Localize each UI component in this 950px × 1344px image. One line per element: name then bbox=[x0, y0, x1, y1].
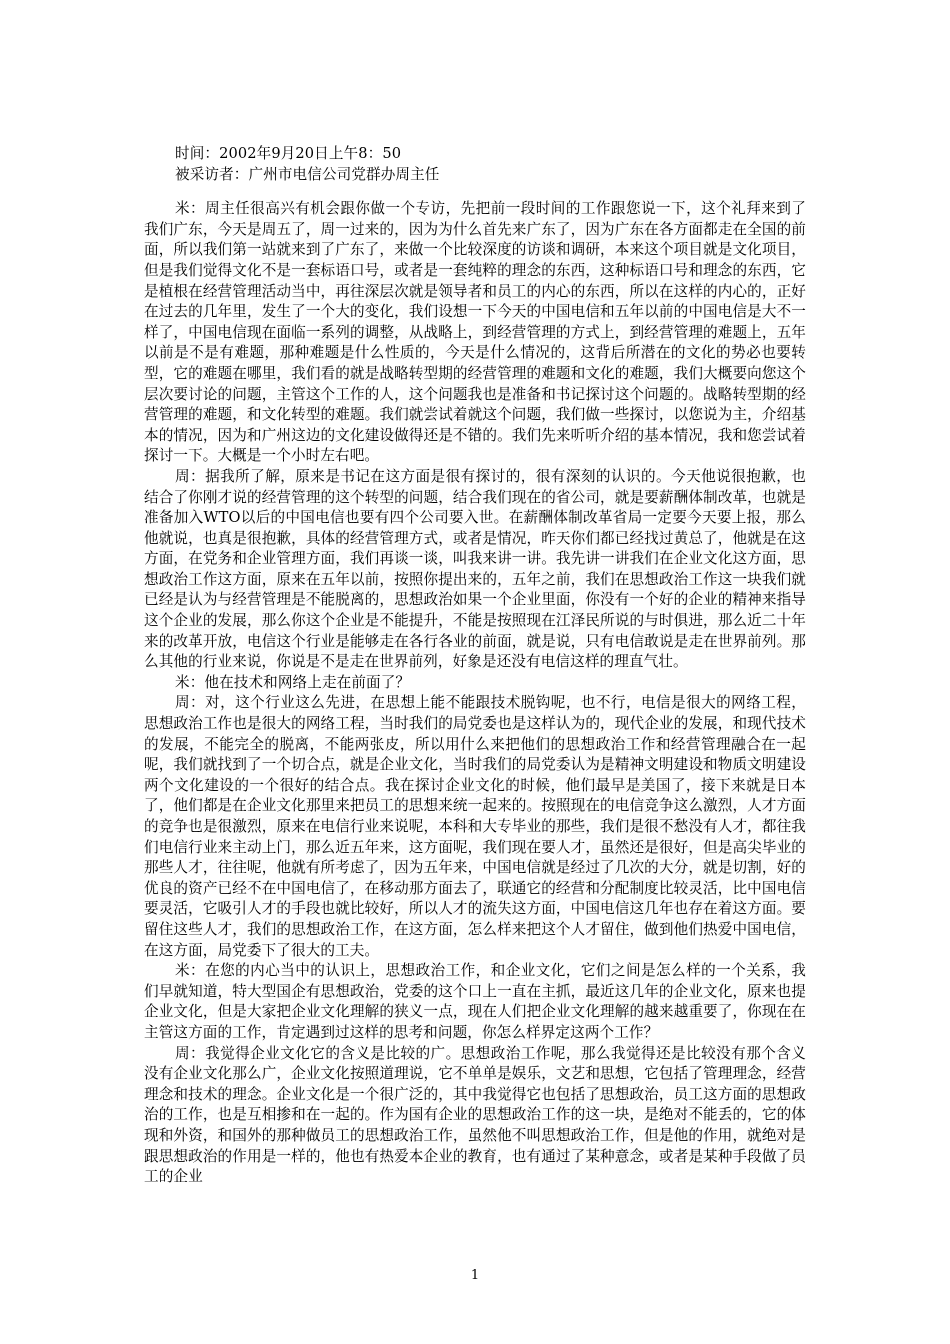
paragraph-4: 周：对，这个行业这么先进，在思想上能不能跟技术脱钩呢，也不行，电信是很大的网络工程，思想政治工作也是很大的网络工程，当时我们的局党委也是这样认为的，现代企业的发展，和现代技术的发展，不能完全的脱离，不能两张皮，所以用什么来把他们的思想政治工作和经营管理融合在一起呢，我们就找到了一个切合点，就是企业文化，当时我们的局党委认为是精神文明建设和物质文明建设两个文化建设的一个很好的结合点。我在探讨企业文化的时候，他们最早是美国了，接下来就是日本了，他们都是在企业文化那里来把员工的思想来统一起来的。按照现在的电信竞争这么激烈，人才方面的竞争也是很激烈，原来在电信行业来说呢，本科和大专毕业的那些，我们是很不愁没有人才，都往我们电信行业来主动上门，那么近五年来，这方面呢，我们现在要人才，虽然还是很好，但是高尖毕业的那些人才，往往呢，他就有所考虑了，因为五年来，中国电信就是经过了几次的大分，就是切割，好的优良的资产已经不在中国电信了，在移动那方面去了，联通它的经营和分配制度比较灵活，比中国电信要灵活，它吸引人才的手段也就比较好，所以人才的流失这方面，中国电信这几年也存在着这方面。要留住这些人才，我们的思想政治工作，在这方面，怎么样来把这个人才留住，做到他们热爱中国电信，在这方面，局党委下了很大的工夫。 bbox=[144, 694, 806, 959]
interview-meta bbox=[144, 144, 806, 185]
document-body bbox=[144, 144, 806, 1188]
paragraph-3: 米：他在技术和网络上走在前面了？ bbox=[175, 673, 411, 691]
page-number: 1 bbox=[470, 1268, 480, 1283]
interviewee: 被采访者：广州市电信公司党群办周主任 bbox=[175, 165, 440, 183]
interview-time: 时间：2002年9月20日上午8：50 bbox=[175, 145, 402, 162]
paragraph-6: 周：我觉得企业文化它的含义是比较的广。思想政治工作呢，那么我觉得还是比较没有那个含义没有企业文化那么广，企业文化按照道理说，它不单单是娱乐，文艺和思想，它包括了管理理念，经营理念和技术的理念。企业文化是一个很广泛的，其中我觉得它也包括了思想政治，员工这方面的思想政治的工作，也是互相掺和在一起的。作为国有企业的思想政治工作的这一块，是绝对不能丢的，它的体现和外资，和国外的那种做员工的思想政治工作，虽然他不叫思想政治工作，但是他的作用，就绝对是跟思想政治的作用是一样的，他也有热爱本企业的教育，也有通过了某种意念，或者是某种手段做了员工的企业 bbox=[144, 1044, 806, 1186]
paragraph-1: 米：周主任很高兴有机会跟你做一个专访，先把前一段时间的工作跟您说一下，这个礼拜来到了我们广东，今天是周五了，周一过来的，因为为什么首先来广东了，因为广东在各方面都走在全国的前面，所以我们第一站就来到了广东了，来做一个比较深度的访谈和调研，本来这个项目就是文化项目，但是我们觉得文化不是一套标语口号，或者是一套纯粹的理念的东西，这种标语口号和理念的东西，它是植根在经营管理活动当中，再往深层次就是领导者和员工的内心的东西，所以在这样的内心的，正好在过去的几年里，发生了一个大的变化，我们设想一下今天的中国电信和五年以前的中国电信是大不一样了，中国电信现在面临一系列的调整，从战略上，到经营管理的方式上，到经营管理的难题上，五年以前是不是有难题，那种难题是什么性质的，今天是什么情况的，这背后所潜在的文化的势必也要转型，它的难题在哪里，我们看的就是战略转型期的经营管理的难题和文化的难题，我们大概要向您这个层次要讨论的问题，主管这个工作的人，这个问题我也是准备和书记探讨这个问题的。战略转型期的经营管理的难题，和文化转型的难题。我们就尝试着就这个问题，我们做一些探讨，以您说为主，介绍基本的情况，因为和广州这边的文化建设做得还是不错的。我们先来听听介绍的基本情况，我和您尝试着探讨一下。大概是一个小时左右吧。 bbox=[144, 200, 806, 465]
paragraph-5: 米：在您的内心当中的认识上，思想政治工作，和企业文化，它们之间是怎么样的一个关系，我们早就知道，特大型国企有思想政治，党委的这个口上一直在主抓，最近这几年的企业文化，原来也提企业文化，但是大家把企业文化理解的狭义一点，现在人们把企业文化理解的越来越重要了，你现在在主管这方面的工作，肯定遇到过这样的思考和问题，你怎么样界定这两个工作？ bbox=[144, 962, 806, 1041]
paragraph-2: 周：据我所了解，原来是书记在这方面是很有探讨的，很有深刻的认识的。今天他说很抱歉，也结合了你刚才说的经营管理的这个转型的问题，结合我们现在的省公司，就是要薪酬体制改革，也就是准备加入WTO以后的中国电信也要有四个公司要入世。在薪酬体制改革省局一定要今天要上报，那么他就说，也真是很抱歉，具体的经营管理方式，或者是情况，昨天你们都已经找过黄总了，他就是在这方面，在党务和企业管理方面，我们再谈一谈，叫我来讲一讲。我先讲一讲我们在企业文化这方面，思想政治工作这方面，原来在五年以前，按照你提出来的，五年之前，我们在思想政治工作这一块我们就已经是认为与经营管理是不能脱离的，思想政治如果一个企业里面，你没有一个好的企业的精神来指导这个企业的发展，那么你这个企业是不能提升，不能是按照现在江泽民所说的与时俱进，那么近二十年来的改革开放，电信这个行业是能够走在各行各业的前面，就是说，只有电信敢说是走在世界前列。那么其他的行业来说，你说是不是走在世界前列，好象是还没有电信这样的理直气壮。 bbox=[144, 467, 806, 671]
